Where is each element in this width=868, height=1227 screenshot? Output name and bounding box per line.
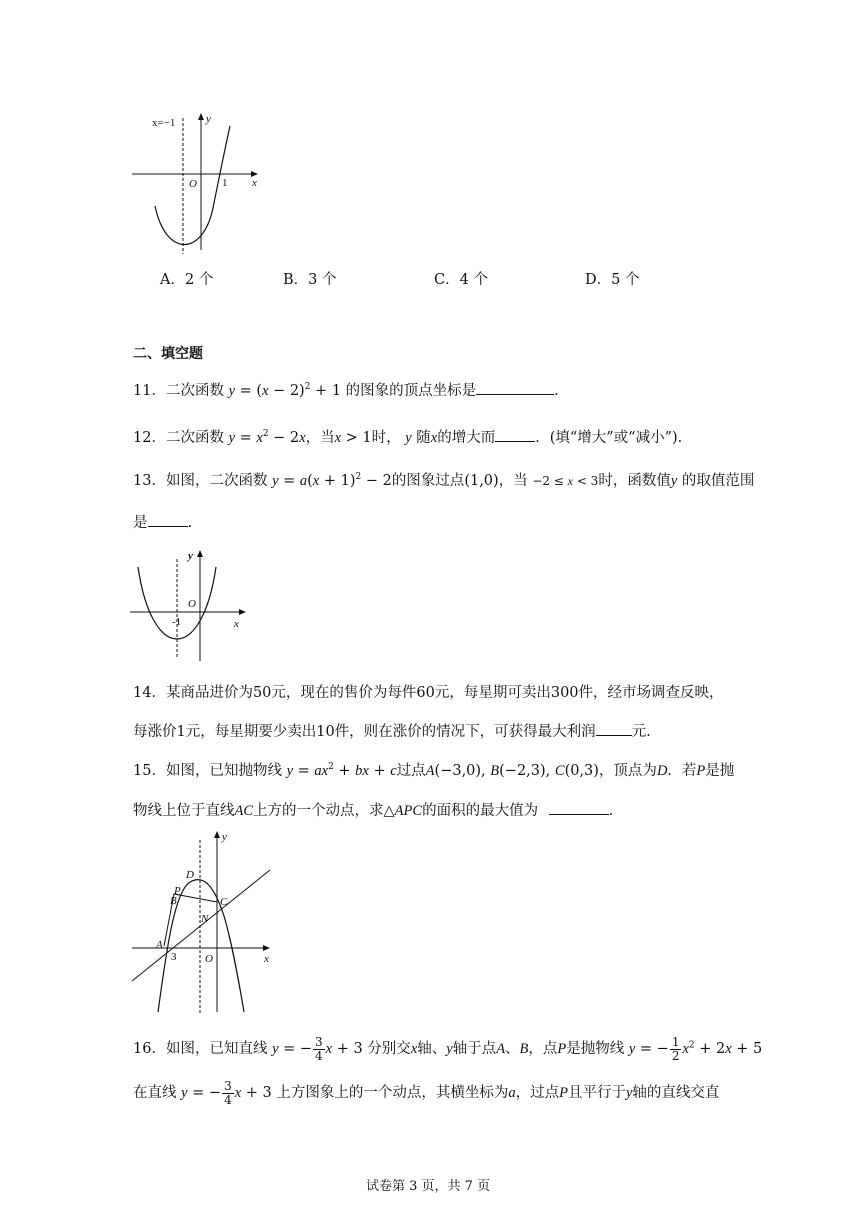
label-b: B bbox=[170, 895, 177, 907]
axis-line-label: x=−1 bbox=[152, 117, 176, 129]
label-o: O bbox=[205, 953, 213, 965]
question-12: 12．二次函数 $y = x^2 - 2x$，当x > 1时， y 随x的增大而 ．(填“增大”或“减小”). bbox=[133, 427, 682, 446]
question-14-line2: 每涨价1元，每星期要少卖出10件，则在涨价的情况下，可获得最大利润 元. bbox=[133, 721, 651, 740]
question-15-line1: 15．如图，已知抛物线 $y = ax^2$ + bx + c过点A(−3,0), B(−2,3), C(0,3)，顶点为D．若P是抛 bbox=[133, 762, 735, 779]
x-axis-arrow bbox=[239, 609, 246, 615]
x-axis-arrow bbox=[263, 945, 270, 951]
choice-c[interactable] bbox=[434, 273, 488, 288]
label-p: P bbox=[174, 885, 181, 897]
origin-label: O bbox=[189, 178, 197, 190]
label-a: A bbox=[156, 939, 163, 951]
choice-text: 4 个 bbox=[459, 272, 488, 288]
question-15-line2: 物线上位于直线AC上方的一个动点，求△APC的面积的最大值为 . bbox=[133, 800, 613, 819]
answer-blank[interactable] bbox=[495, 427, 535, 442]
one-label: 1 bbox=[222, 177, 228, 189]
choice-letter: C． bbox=[434, 272, 460, 288]
origin-label: O bbox=[188, 598, 196, 610]
choice-text: 5 个 bbox=[611, 272, 640, 288]
y-axis-arrow bbox=[197, 550, 203, 557]
x-label: x bbox=[252, 177, 257, 189]
question-16-line2: 在直线 y = − $\frac{3}{4}$ x + 3 上方图象上的一个动点，其横坐标为a，过点P且平行于y轴的直线交直 bbox=[133, 1079, 720, 1107]
formula-11: y bbox=[228, 383, 235, 399]
choice-d[interactable] bbox=[585, 273, 639, 288]
label-c: C bbox=[220, 896, 228, 908]
line-ac bbox=[132, 870, 270, 981]
figure-top-parabola bbox=[128, 108, 268, 256]
answer-blank[interactable] bbox=[596, 721, 632, 736]
label-n: N bbox=[201, 913, 209, 925]
label-3: 3 bbox=[171, 951, 177, 963]
minus-one-label: -1 bbox=[172, 616, 182, 628]
label-d: D bbox=[186, 869, 194, 881]
answer-blank[interactable] bbox=[476, 380, 554, 395]
parabola-curve bbox=[138, 567, 216, 639]
choice-letter: B． bbox=[283, 272, 309, 288]
y-label: y bbox=[206, 113, 211, 125]
figure-15-parabola-line bbox=[128, 826, 278, 1018]
x-label: x bbox=[234, 618, 239, 630]
question-14-line1: 14．某商品进价为50元，现在的售价为每件60元，每星期可卖出300件，经市场调查反映， bbox=[133, 685, 724, 701]
label-y: y bbox=[222, 831, 227, 843]
answer-blank[interactable] bbox=[549, 800, 609, 815]
y-axis-arrow bbox=[214, 831, 220, 838]
choice-letter: A． bbox=[160, 272, 185, 288]
choice-b[interactable] bbox=[283, 273, 337, 288]
page-footer: 试卷第 3 页，共 7 页 bbox=[366, 1179, 491, 1194]
question-13-line1: 13．如图，二次函数 $y = a(x + 1)^2 - 2$的图象过点(1,0)，当 −2 ≤ x < 3时，函数值y 的取值范围 bbox=[133, 472, 755, 489]
section-title: 二、填空题 bbox=[133, 346, 203, 362]
label-x: x bbox=[264, 953, 269, 965]
y-axis-arrow bbox=[198, 113, 204, 120]
question-11: 11．二次函数 $y = (x - 2)^2 + 1$ 的图象的顶点坐标是 . bbox=[133, 380, 559, 399]
choice-text: 2 个 bbox=[184, 272, 214, 288]
choice-a[interactable] bbox=[160, 273, 213, 288]
choice-text: 3 个 bbox=[308, 272, 337, 288]
y-label: y bbox=[188, 550, 193, 562]
question-13-line2: 是 . bbox=[133, 512, 192, 531]
answer-blank[interactable] bbox=[148, 512, 188, 527]
choice-letter: D． bbox=[585, 272, 612, 288]
figure-13-parabola bbox=[126, 545, 256, 665]
question-16-line1: 16．如图，已知直线 y = − $\frac{3}{4}$ x + 3 分别交x轴、y轴于点A、B，点P是抛物线 y = − $\frac{1}{2}$ $x^2 + 2x + 5$ bbox=[133, 1035, 763, 1063]
